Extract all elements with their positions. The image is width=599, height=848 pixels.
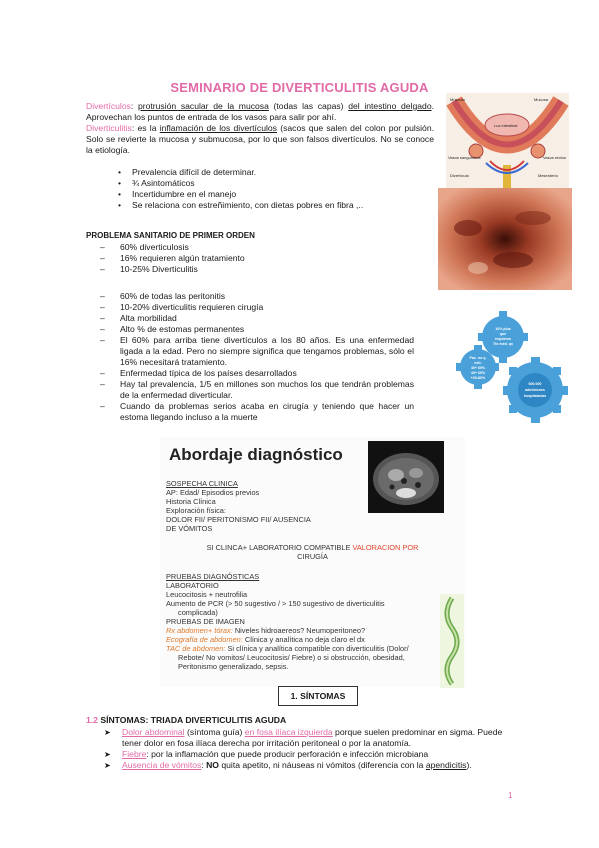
list-item: – Hay tal prevalencia, 1/5 en millones son muchos los que tendrán problemas de la enfermedad diverticular. xyxy=(98,379,414,401)
text: (sacos que salen del colon por pulsión. Solo se revierte la mucosa y submucosa, por lo que son falsos divertículos. No se conoce la etiología. xyxy=(86,123,434,155)
diagnostic-slide xyxy=(160,437,465,687)
section-number: 1.2 xyxy=(86,715,98,725)
gear-label: extr. xyxy=(474,361,482,365)
page-number: 1 xyxy=(508,791,513,800)
text: NO xyxy=(206,760,219,770)
gear-label: hospitalarias xyxy=(523,394,547,398)
diag-text: PRUEBAS DE IMAGEN xyxy=(166,617,245,626)
diag-text: Aumento de PCR (> 50 sugestivo / > 150 sugestivo de diverticulitis xyxy=(166,599,385,608)
text: Dolor abdominal xyxy=(122,727,185,737)
diag-text: Exploración física: xyxy=(166,506,226,515)
text: (síntoma guía) xyxy=(184,727,245,737)
sintomas-heading xyxy=(86,715,286,726)
gear-label: 40+ 60% xyxy=(470,366,486,370)
anatomy-label: Músculo xyxy=(450,97,465,102)
gear-label: admisiones xyxy=(525,388,545,392)
ct-scan-image xyxy=(368,441,444,513)
text: porque suelen predominar en sigma. Puede tener dolor en fosa ilíaca derecha por irritación peritoneal o por la anatomía. xyxy=(122,727,503,748)
list-item: – El 60% para arriba tiene divertículos a los 80 años. Es una enfermedad ligada a la edad. Pero no siempre significa que tengamos problemas, sólo el 16% necesitará tratamiento. xyxy=(98,335,414,368)
text: Si clínica y analítica compatible con diverticulitis (Dolor/ xyxy=(225,644,409,653)
gear-label: Ttx méd. qx xyxy=(493,342,513,346)
list-item xyxy=(104,760,514,771)
list-item: – Alto % de estomas permanentes xyxy=(98,324,414,335)
text: : xyxy=(201,760,207,770)
diag-text: AP: Edad/ Episodios previos xyxy=(166,488,260,497)
text: apendicitis xyxy=(425,760,467,770)
diverticula-anatomy-image xyxy=(446,93,569,188)
anatomy-label: Mesenterio xyxy=(538,173,558,178)
list-item: – Alta morbilidad xyxy=(98,313,414,324)
text: : xyxy=(130,101,138,111)
def-inflamacion: inflamación de los divertículos xyxy=(159,123,277,133)
term-diverticulos: Divertículos xyxy=(86,101,131,111)
list-item: • Prevalencia difícil de determinar. xyxy=(118,167,418,178)
diag-eco xyxy=(166,635,365,644)
text: Rx abdomen+ tórax: xyxy=(166,626,233,635)
diag-text: DE VÓMITOS xyxy=(166,524,213,533)
text: en fosa ilíaca izquierda xyxy=(244,727,333,737)
list-item: – 60% diverticulosis xyxy=(98,242,398,253)
text: Ecografía de abdomen: xyxy=(166,635,243,644)
diag-text: Peritonismo generalizado, sepsis. xyxy=(178,662,289,671)
list-item: – Enfermedad típica de los países desarrollados xyxy=(98,368,414,379)
diag-text: CIRUGÍA xyxy=(297,552,328,561)
bullet-list xyxy=(118,167,418,211)
page-title: SEMINARIO DE DIVERTICULITIS AGUDA xyxy=(170,80,429,95)
sospecha-heading: SOSPECHA CLINICA xyxy=(166,479,238,488)
text: : es la xyxy=(131,123,160,133)
gear-label: requieren xyxy=(494,337,512,341)
list-item: • Incertidumbre en el manejo xyxy=(118,189,418,200)
diag-rx xyxy=(166,626,365,635)
anatomy-label: Mucosa xyxy=(534,97,549,102)
text: Clínica y analítica no deja claro el dx xyxy=(242,635,365,644)
gear-label: Pac. no q. xyxy=(469,356,487,360)
def-protrusion: protrusión sacular de la mucosa xyxy=(137,101,269,111)
problema-heading: PROBLEMA SANITARIO DE PRIMER ORDEN xyxy=(86,231,255,240)
intro-block xyxy=(86,101,434,156)
text: VALORACION POR xyxy=(352,543,419,552)
list-item: – Cuando da problemas serios acaba en cirugía y teniendo que hacer un estoma llegando incluso a la muerte xyxy=(98,401,414,423)
statistics-gears-image xyxy=(445,305,583,425)
list-item: – 10-25% Diverticulitis xyxy=(98,264,398,275)
diverticulitis-paragraph xyxy=(86,123,434,156)
text: Niveles hidroaereos? Neumoperitoneo? xyxy=(232,626,366,635)
text: Fiebre xyxy=(122,749,147,759)
list-item: – 60% de todas las peritonitis xyxy=(98,291,414,302)
list-item xyxy=(104,727,514,749)
endoscopy-image xyxy=(438,188,572,290)
text: (todas las capas) xyxy=(268,101,349,111)
anatomy-label: Vasos rectos xyxy=(543,155,566,160)
text: TAC de abdomen: xyxy=(166,644,226,653)
colon-illustration-image xyxy=(440,594,464,688)
diag-text: Rebote/ No vomitos/ Leucocitosis/ Fiebre) o si obstrucción, obesidad, xyxy=(178,653,405,662)
text: Ausencia de vómitos xyxy=(122,760,202,770)
list-item xyxy=(104,749,514,760)
list-item: – 16% requieren algún tratamiento xyxy=(98,253,398,264)
section-heading-box: 1. SÍNTOMAS xyxy=(278,686,358,706)
text: . Aprovechan los puntos de entrada de los vasos para salir por ahí. xyxy=(86,101,434,122)
text: SÍNTOMAS: TRIADA DIVERTICULITIS AGUDA xyxy=(97,715,287,725)
gear-label: 40+ 60% xyxy=(470,371,486,375)
diag-text: LABORATORIO xyxy=(166,581,219,590)
divertículos-paragraph xyxy=(86,101,434,123)
sintomas-list xyxy=(104,727,514,771)
pruebas-heading: PRUEBAS DIAGNÓSTICAS xyxy=(166,572,260,581)
diag-tac xyxy=(166,644,409,653)
list-item: • Se relaciona con estreñimiento, con dietas pobres en fibra ,.. xyxy=(118,200,418,211)
list-item: • ¾ Asintomáticos xyxy=(118,178,418,189)
diag-text: DOLOR FII/ PERITONISMO FII/ AUSENCIA xyxy=(166,515,311,524)
diag-compatible xyxy=(160,543,465,552)
def-intestino: del intestino delgado xyxy=(348,101,432,111)
diag-text: Leucocitosis + neutrofilia xyxy=(166,590,248,599)
dash-list-2 xyxy=(98,291,414,423)
text: ). xyxy=(466,760,472,770)
term-diverticulitis: Diverticulitis xyxy=(86,123,132,133)
gear-label: 16% plus xyxy=(495,327,511,331)
text: quita apetito, ni náuseas ni vómitos (diferencia con la xyxy=(218,760,426,770)
text: : por la inflamación que puede producir perforación e infección microbiana xyxy=(146,749,429,759)
gear-label: +60-80% xyxy=(470,376,486,380)
gear-label: 600.000 xyxy=(528,382,542,386)
diag-heading: Abordaje diagnóstico xyxy=(169,445,343,464)
diag-text: Historia Clínica xyxy=(166,497,216,506)
text: SI CLINCA+ LABORATORIO COMPATIBLE xyxy=(206,543,353,552)
dash-list-1 xyxy=(98,242,398,275)
list-item: – 10-20% diverticulitis requieren cirugía xyxy=(98,302,414,313)
diag-text: complicada) xyxy=(178,608,218,617)
anatomy-label: Vasos sanguíneos xyxy=(448,155,481,160)
anatomy-label: Divertículo xyxy=(450,173,469,178)
gear-label: que xyxy=(499,332,507,336)
anatomy-label: Luz intestinal xyxy=(494,123,518,128)
